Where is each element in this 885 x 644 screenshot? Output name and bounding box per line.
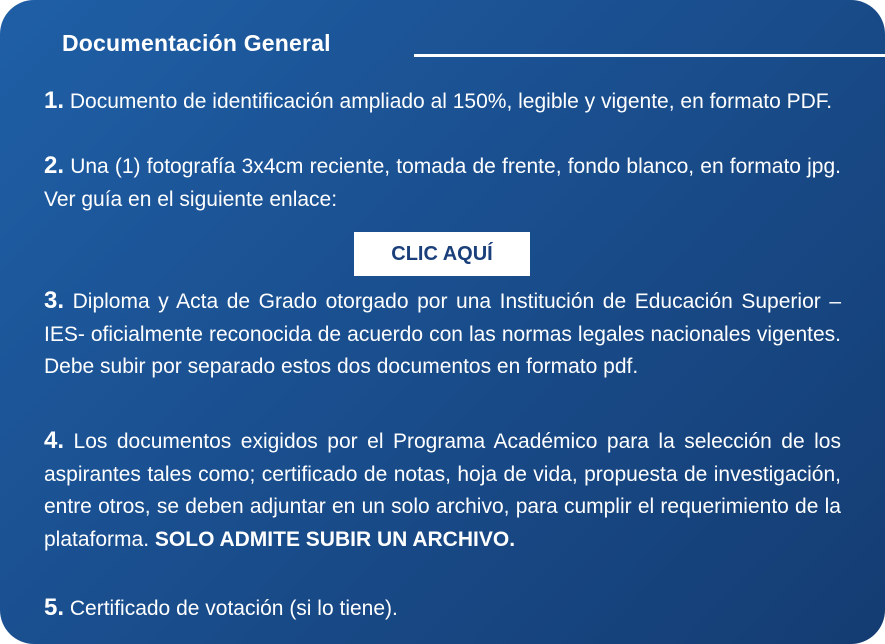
- item-text: Una (1) fotografía 3x4cm reciente, tomada de frente, fondo blanco, en formato jpg. Ver guía en el siguiente enlace:: [44, 155, 841, 211]
- requirement-item-3: [44, 285, 841, 384]
- title-divider: [414, 54, 885, 57]
- requirement-item-5: [44, 592, 841, 626]
- item-text: Diploma y Acta de Grado otorgado por una Institución de Educación Superior –IES- oficialmente reconocida de acuerdo con las normas legales nacionales vigentes. Debe subir por separado estos dos documentos en formato pdf.: [44, 290, 842, 378]
- item-number: 5.: [44, 594, 65, 621]
- item-number: 4.: [44, 427, 65, 454]
- section-title: Documentación General: [62, 30, 331, 56]
- requirement-item-2: [44, 150, 841, 216]
- requirement-item-4: [44, 425, 841, 556]
- item-number: 2.: [44, 152, 65, 179]
- item-number: 1.: [44, 87, 65, 114]
- click-here-button[interactable]: CLIC AQUÍ: [354, 232, 530, 276]
- item-text: Certificado de votación (si lo tiene).: [69, 597, 398, 620]
- requirement-item-1: [44, 85, 841, 119]
- item-text: Los documentos exigidos por el Programa Académico para la selección de los aspirantes tales como; certificado de notas, hoja de vida, propuesta de investigación, entre otros, se deben adjuntar en un solo archivo, para cumplir el requerimiento de la plataforma.: [44, 430, 841, 551]
- item-emphasis: SOLO ADMITE SUBIR UN ARCHIVO.: [154, 527, 516, 551]
- item-text: Documento de identificación ampliado al 150%, legible y vigente, en formato PDF.: [69, 90, 833, 113]
- item-number: 3.: [44, 287, 65, 314]
